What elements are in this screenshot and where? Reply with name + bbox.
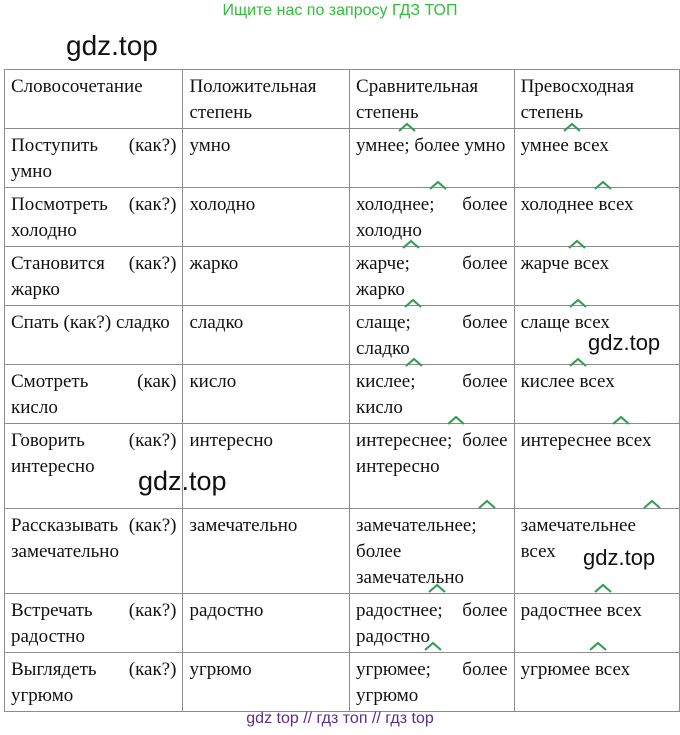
cell-phrase: Посмотреть (как?) холодно [5,188,183,247]
table-row [5,188,680,247]
cell-positive: угрюмо [183,653,350,712]
cell-superlative: радостнее всех [514,594,679,653]
cell-superlative: угрюмее всех [514,653,679,712]
table-row [5,129,680,188]
table-row [5,509,680,594]
cell-comparative: кислее; более кисло [350,365,515,424]
cell-comparative: угрюмее; более угрюмо [350,653,515,712]
degrees-table [4,69,680,712]
stress-mark-icon [447,415,465,425]
watermark: gdz.top [138,466,227,496]
cell-positive: сладко [183,306,350,365]
cell-positive: радостно [183,594,350,653]
cell-positive: кисло [183,365,350,424]
cell-comparative: жарче; более жарко [350,247,515,306]
table-row [5,653,680,712]
table-header-row [5,70,680,129]
stress-mark-icon [643,499,661,509]
stress-mark-icon [398,122,416,132]
cell-comparative: замечательнее; более замечательно [350,509,515,594]
stress-mark-icon [569,298,587,308]
cell-superlative: кислее всех [514,365,679,424]
cell-phrase: Поступить (как?) умно [5,129,183,188]
stress-mark-icon [569,357,587,367]
cell-comparative: радостнее; более радостно [350,594,515,653]
stress-mark-icon [429,180,447,190]
cell-superlative: холоднее всех [514,188,679,247]
stress-mark-icon [428,583,446,593]
header-phrase: Словосочетание [5,70,183,129]
table-row [5,594,680,653]
cell-positive: жарко [183,247,350,306]
top-banner: Ищите нас по запросу ГДЗ ТОП [222,2,458,19]
header-superlative: Превосходная степень [514,70,679,129]
cell-positive: умно [183,129,350,188]
table-row [5,365,680,424]
stress-mark-icon [612,415,630,425]
watermark: gdz.top [583,545,656,570]
table-row [5,306,680,365]
table-row [5,247,680,306]
stress-mark-icon [478,499,496,509]
stress-mark-icon [402,239,420,249]
cell-comparative: интереснее; более интересно [350,424,515,509]
cell-phrase: Становится (как?) жарко [5,247,183,306]
cell-positive: замечательно [183,509,350,594]
cell-superlative: умнее всех [514,129,679,188]
header-comparative: Сравнительная степень [350,70,515,129]
cell-comparative: умнее; более умно [350,129,515,188]
cell-positive: холодно [183,188,350,247]
stress-mark-icon [404,298,422,308]
stress-mark-icon [589,641,607,651]
stress-mark-icon [594,583,612,593]
cell-comparative: холоднее; более холодно [350,188,515,247]
header-positive: Положительная степень [183,70,350,129]
stress-mark-icon [405,357,423,367]
cell-phrase: Встречать (как?) радостно [5,594,183,653]
cell-superlative: жарче всех [514,247,679,306]
watermark: gdz.top [588,330,661,355]
cell-superlative: интереснее всех [514,424,679,509]
footer-links: gdz top // гдз топ // гдз top [246,710,434,727]
cell-superlative: слаще всех [514,306,679,365]
cell-phrase: Говорить (как?) интересно [5,424,183,509]
cell-phrase: Выглядеть (как?) угрюмо [5,653,183,712]
stress-mark-icon [563,122,581,132]
stress-mark-icon [568,239,586,249]
cell-comparative: слаще; более сладко [350,306,515,365]
watermark: gdz.top [66,30,158,61]
stress-mark-icon [594,180,612,190]
cell-superlative: замечательнее всех [514,509,679,594]
cell-phrase: Рассказывать (как?) замечательно [5,509,183,594]
cell-positive: интересно [183,424,350,509]
stress-mark-icon [424,641,442,651]
cell-phrase: Смотреть (как) кисло [5,365,183,424]
cell-phrase: Спать (как?) сладко [5,306,183,365]
table-row [5,424,680,509]
